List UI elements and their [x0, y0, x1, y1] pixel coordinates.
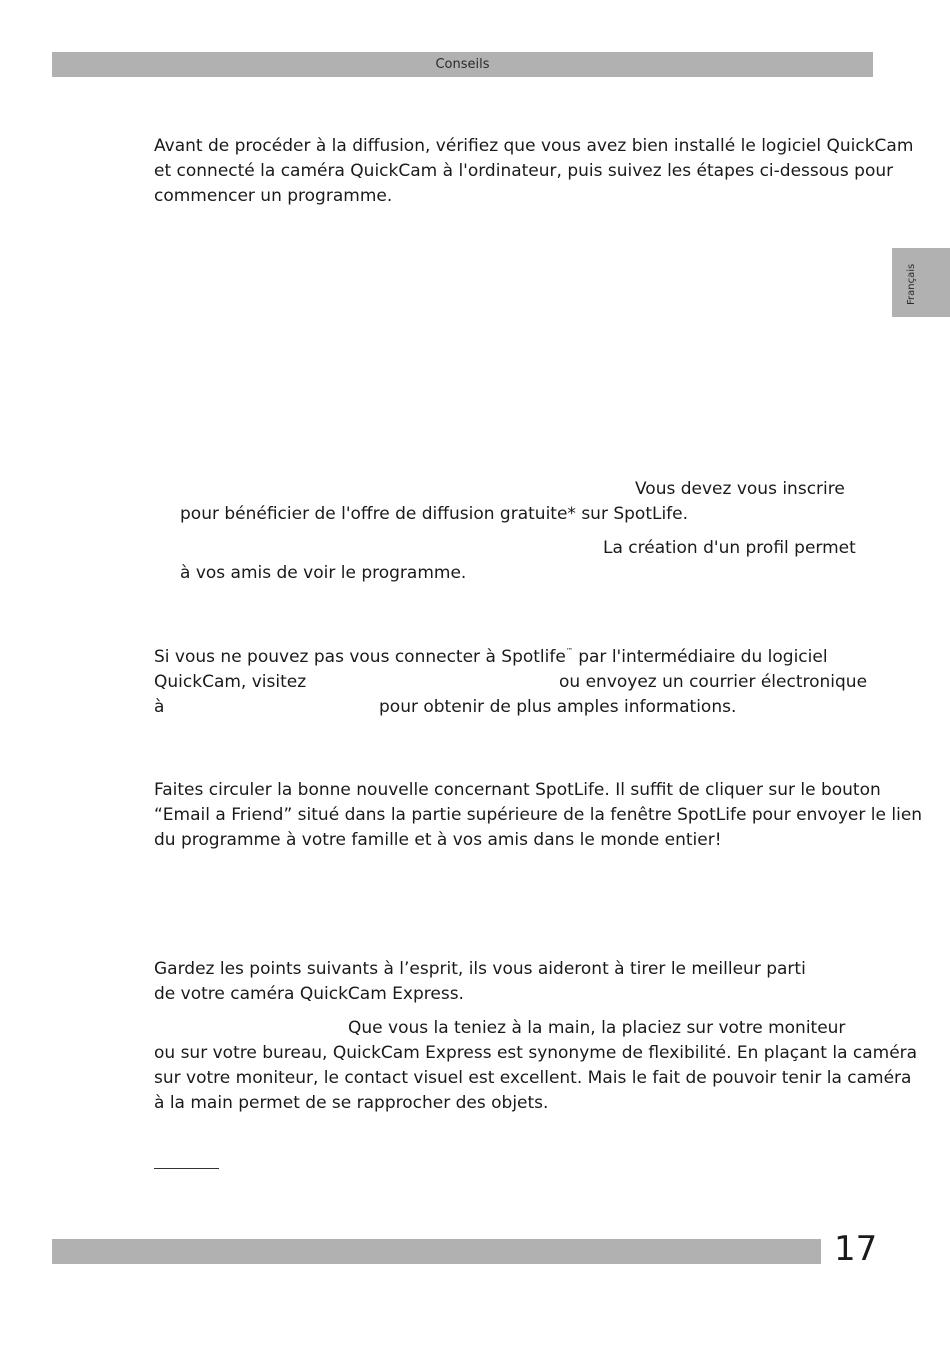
tips-intro-line: Gardez les points suivants à l’esprit, ils vous aideront à tirer le meilleur parti	[154, 959, 806, 979]
share-line: du programme à votre famille et à vos amis dans le monde entier!	[154, 830, 722, 850]
flex-tip-line: Que vous la teniez à la main, la placiez sur votre moniteur	[348, 1018, 846, 1038]
intro-line: Avant de procéder à la diffusion, vérifiez que vous avez bien installé le logiciel QuickCam	[154, 136, 914, 156]
flex-tip-line: ou sur votre bureau, QuickCam Express est synonyme de flexibilité. En plaçant la caméra	[154, 1043, 918, 1063]
connection-help-text: ou envoyez un courrier électronique	[559, 672, 868, 692]
connection-help-text: pour obtenir de plus amples informations.	[379, 697, 737, 717]
step-register-text: pour bénéficier de l'offre de diffusion gratuite* sur SpotLife.	[180, 504, 689, 524]
language-label: Français	[906, 263, 917, 305]
header-bar	[52, 52, 873, 77]
connection-help-line	[154, 645, 828, 670]
share-line: Faites circuler la bonne nouvelle concernant SpotLife. Il suffit de cliquer sur le bouton	[154, 780, 881, 800]
step-profile-text: à vos amis de voir le programme.	[180, 563, 467, 583]
footer-bar	[52, 1239, 821, 1264]
connection-help-text: par l'intermédiaire du logiciel	[572, 647, 828, 667]
trademark-symbol: ™	[565, 647, 573, 655]
page-number: 17	[834, 1229, 878, 1269]
step-profile-text: La création d'un profil permet	[603, 538, 856, 558]
share-line: “Email a Friend” situé dans la partie supérieure de la fenêtre SpotLife pour envoyer le lien	[154, 805, 923, 825]
flex-tip-line: sur votre moniteur, le contact visuel est excellent. Mais le fait de pouvoir tenir la caméra	[154, 1068, 912, 1088]
connection-help-text: Si vous ne pouvez pas vous connecter à Spotlife	[154, 647, 566, 667]
language-side-tab	[892, 248, 950, 317]
flex-tip-line: à la main permet de se rapprocher des objets.	[154, 1093, 549, 1113]
step-register-text: Vous devez vous inscrire	[635, 479, 845, 499]
footnote-divider	[154, 1168, 219, 1169]
section-title: Conseils	[435, 57, 490, 72]
intro-line: et connecté la caméra QuickCam à l'ordinateur, puis suivez les étapes ci-dessous pour	[154, 161, 894, 181]
connection-help-text: QuickCam, visitez	[154, 672, 307, 692]
intro-line: commencer un programme.	[154, 186, 393, 206]
connection-help-text: à	[154, 697, 165, 717]
tips-intro-line: de votre caméra QuickCam Express.	[154, 984, 464, 1004]
